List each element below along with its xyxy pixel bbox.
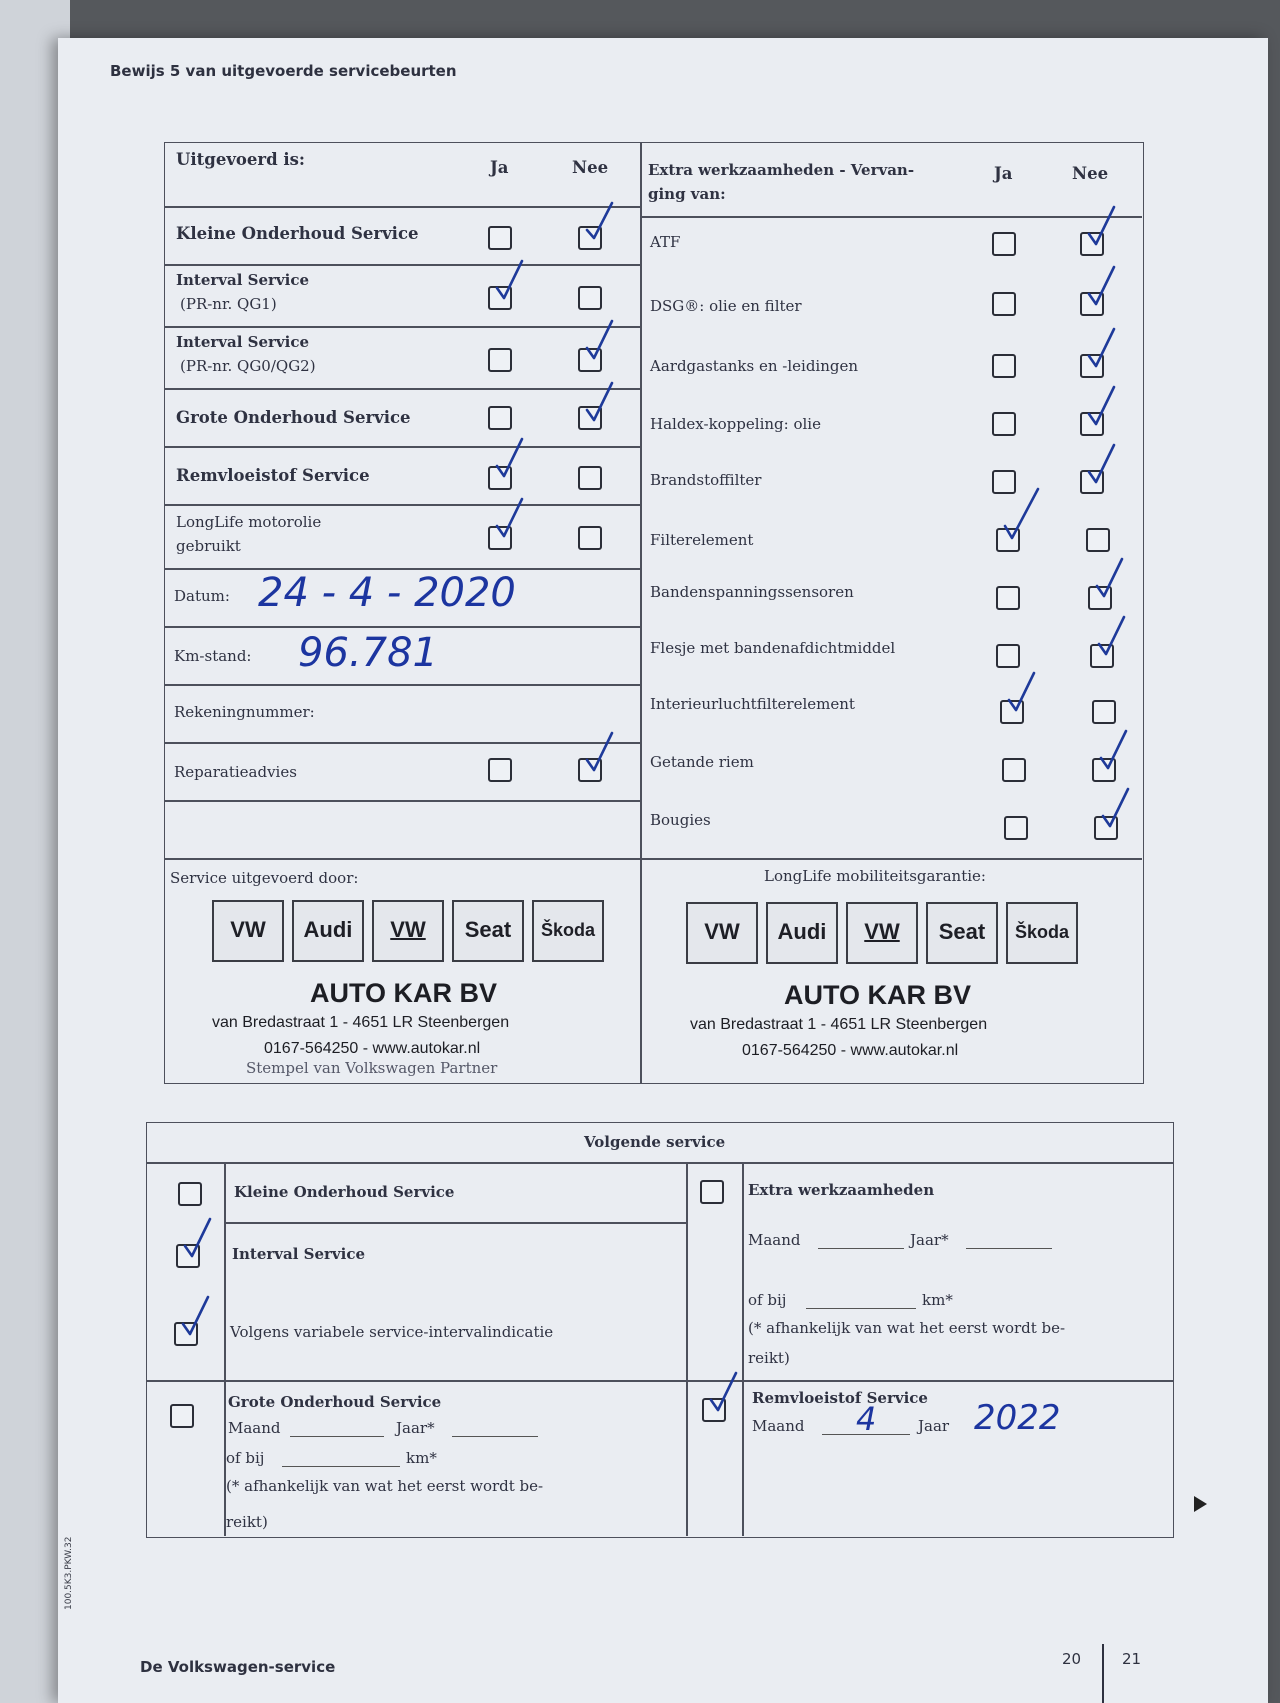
checkmark-icon	[1006, 670, 1038, 712]
extra-jaar: Jaar*	[910, 1231, 949, 1249]
brand-skoda: Škoda	[532, 900, 604, 962]
checkmark-icon	[180, 1294, 212, 1336]
reparatie-ja-checkbox[interactable]	[488, 758, 512, 782]
row-interval-qg0-pr: (PR-nr. QG0/QG2)	[180, 357, 316, 375]
extra-bandenspanning: Bandenspanningssensoren	[650, 583, 854, 601]
stamp-contact: 0167-564250 - www.autokar.nl	[742, 1042, 959, 1059]
row-grote-onderhoud: Grote Onderhoud Service	[176, 408, 411, 427]
brand-seat: Seat	[926, 902, 998, 964]
extra-bougies: Bougies	[650, 811, 711, 829]
extra-flesje: Flesje met bandenafdichtmiddel	[650, 639, 896, 657]
dsg-ja-checkbox[interactable]	[992, 292, 1016, 316]
rem-maand-value: 4	[856, 1400, 877, 1438]
bandenspanning-ja-checkbox[interactable]	[996, 586, 1020, 610]
checkmark-icon	[584, 380, 616, 422]
checkmark-icon	[1086, 264, 1118, 306]
checkmark-icon	[584, 318, 616, 360]
footer-title: De Volkswagen-service	[140, 1658, 336, 1676]
datum-value: 24 - 4 - 2020	[258, 570, 516, 616]
volgende-variabel-label: Volgens variabele service-intervalindicatie	[230, 1323, 554, 1341]
checkmark-icon	[1086, 384, 1118, 426]
remvloeistof-nee-checkbox[interactable]	[578, 466, 602, 490]
stamp-caption: Stempel van Volkswagen Partner	[246, 1059, 498, 1077]
stamp-name: AUTO KAR BV	[784, 980, 972, 1010]
volgende-interval-label: Interval Service	[232, 1245, 366, 1263]
grote-note-2: reikt)	[226, 1513, 268, 1531]
kmstand-value: 96.781	[298, 630, 438, 676]
brand-audi: Audi	[766, 902, 838, 964]
volgende-extra-label: Extra werkzaamheden	[748, 1181, 935, 1199]
checkmark-icon	[1086, 204, 1118, 246]
volgende-kleine-label: Kleine Onderhoud Service	[234, 1183, 455, 1201]
reparatieadvies-label: Reparatieadvies	[174, 763, 297, 781]
row-interval-qg1-pr: (PR-nr. QG1)	[180, 295, 277, 313]
stamp-address: van Bredastraat 1 - 4651 LR Steenbergen	[690, 1016, 988, 1033]
checkmark-icon	[1002, 486, 1042, 542]
longlife-nee-checkbox[interactable]	[578, 526, 602, 550]
longlife-label: LongLife mobiliteitsgarantie:	[764, 867, 986, 885]
interval-qg0-ja-checkbox[interactable]	[488, 348, 512, 372]
rem-jaar: Jaar	[918, 1417, 950, 1435]
rekeningnummer-label: Rekeningnummer:	[174, 703, 315, 721]
rem-maand: Maand	[752, 1417, 805, 1435]
extra-interieurfilter: Interieurluchtfilterelement	[650, 695, 855, 713]
datum-label: Datum:	[174, 587, 230, 605]
rem-jaar-value: 2022	[974, 1398, 1061, 1438]
volgende-kleine-checkbox[interactable]	[178, 1182, 202, 1206]
left-header-ja: Ja	[490, 158, 509, 177]
checkmark-icon	[494, 258, 526, 300]
extra-filterelement: Filterelement	[650, 531, 754, 549]
page-number-left: 20	[1062, 1650, 1082, 1668]
left-header-label: Uitgevoerd is:	[176, 150, 306, 169]
brand-vw-commercial: VW	[846, 902, 918, 964]
right-header-nee: Nee	[1072, 164, 1109, 183]
row-kleine-onderhoud: Kleine Onderhoud Service	[176, 224, 419, 243]
row-interval-qg0: Interval Service	[176, 333, 310, 351]
brand-vw: VW	[686, 902, 758, 964]
checkmark-icon	[1096, 614, 1128, 656]
right-header-label-1: Extra werkzaamheden - Vervan-	[648, 161, 915, 179]
page-number-right: 21	[1122, 1650, 1142, 1668]
right-header-ja: Ja	[994, 164, 1013, 183]
right-header-label-2: ging van:	[648, 185, 726, 203]
flesje-ja-checkbox[interactable]	[996, 644, 1020, 668]
volgende-rem-label: Remvloeistof Service	[752, 1389, 928, 1407]
filterelement-nee-checkbox[interactable]	[1086, 528, 1110, 552]
grote-ja-checkbox[interactable]	[488, 406, 512, 430]
interval-qg1-nee-checkbox[interactable]	[578, 286, 602, 310]
extra-aardgas: Aardgastanks en -leidingen	[650, 357, 859, 375]
print-code: 100.5K3.PKW.32	[64, 1536, 74, 1610]
checkmark-icon	[494, 496, 526, 538]
row-longlife-2: gebruikt	[176, 537, 241, 555]
row-interval-qg1: Interval Service	[176, 271, 310, 289]
volgende-title: Volgende service	[584, 1133, 726, 1151]
checkmark-icon	[708, 1370, 740, 1412]
checkmark-icon	[584, 730, 616, 772]
riem-ja-checkbox[interactable]	[1002, 758, 1026, 782]
volgende-extra-checkbox[interactable]	[700, 1180, 724, 1204]
row-longlife: LongLife motorolie	[176, 513, 322, 531]
extra-brandstoffilter: Brandstoffilter	[650, 471, 762, 489]
grote-jaar: Jaar*	[396, 1419, 435, 1437]
volgende-grote-label: Grote Onderhoud Service	[228, 1393, 442, 1411]
row-remvloeistof: Remvloeistof Service	[176, 466, 370, 485]
kleine-ja-checkbox[interactable]	[488, 226, 512, 250]
extra-getande-riem: Getande riem	[650, 753, 754, 771]
kmstand-label: Km-stand:	[174, 647, 252, 665]
checkmark-icon	[584, 200, 616, 242]
brand-audi: Audi	[292, 900, 364, 962]
checkmark-icon	[1100, 786, 1132, 828]
checkmark-icon	[1086, 326, 1118, 368]
brand-vw: VW	[212, 900, 284, 962]
stamp-address: van Bredastraat 1 - 4651 LR Steenbergen	[212, 1014, 510, 1031]
haldex-ja-checkbox[interactable]	[992, 412, 1016, 436]
aardgas-ja-checkbox[interactable]	[992, 354, 1016, 378]
checkmark-icon	[182, 1216, 214, 1258]
extra-note-1: (* afhankelijk van wat het eerst wordt be-	[748, 1319, 1066, 1337]
page-title: Bewijs 5 van uitgevoerde servicebeurten	[110, 62, 457, 80]
table-divider	[640, 142, 642, 1084]
grote-ofbij: of bij	[226, 1449, 265, 1467]
stamp-name: AUTO KAR BV	[310, 978, 498, 1008]
extra-maand: Maand	[748, 1231, 801, 1249]
page-divider	[1102, 1644, 1104, 1703]
grote-note-1: (* afhankelijk van wat het eerst wordt be-	[226, 1477, 544, 1495]
extra-note-2: reikt)	[748, 1349, 790, 1367]
checkmark-icon	[494, 436, 526, 478]
grote-maand: Maand	[228, 1419, 281, 1437]
checkmark-icon	[1098, 728, 1130, 770]
extra-haldex: Haldex-koppeling: olie	[650, 415, 821, 433]
checkmark-icon	[1086, 442, 1118, 484]
brand-vw-commercial: VW	[372, 900, 444, 962]
left-header-nee: Nee	[572, 158, 609, 177]
bougies-ja-checkbox[interactable]	[1004, 816, 1028, 840]
volgende-grote-checkbox[interactable]	[170, 1404, 194, 1428]
atf-ja-checkbox[interactable]	[992, 232, 1016, 256]
grote-km: km*	[406, 1449, 437, 1467]
service-door-label: Service uitgevoerd door:	[170, 869, 359, 887]
extra-atf: ATF	[650, 233, 681, 251]
extra-ofbij: of bij	[748, 1291, 787, 1309]
extra-km: km*	[922, 1291, 953, 1309]
checkmark-icon	[1094, 556, 1126, 598]
stamp-contact: 0167-564250 - www.autokar.nl	[264, 1040, 481, 1057]
page-arrow-icon	[1194, 1496, 1207, 1512]
interieur-nee-checkbox[interactable]	[1092, 700, 1116, 724]
brand-seat: Seat	[452, 900, 524, 962]
brand-skoda: Škoda	[1006, 902, 1078, 964]
extra-dsg: DSG®: olie en filter	[650, 297, 802, 315]
